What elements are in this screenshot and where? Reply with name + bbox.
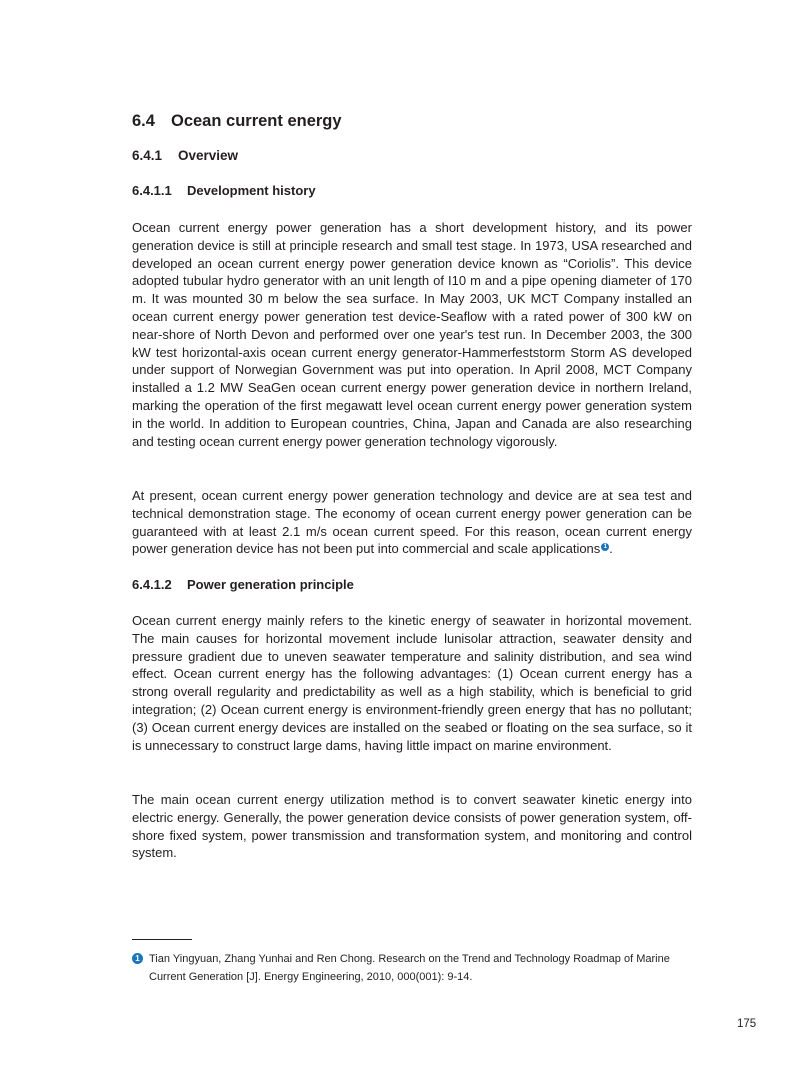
subsubsection-heading-development-history — [132, 183, 316, 198]
subsection-number: 6.4.1 — [132, 148, 163, 163]
subsubsection-title: Power generation principle — [187, 577, 354, 592]
page-number: 175 — [737, 1018, 757, 1030]
subsection-title: Overview — [178, 148, 239, 163]
paragraph-power-generation-principle-1: Ocean current energy mainly refers to the kinetic energy of seawater in horizontal movement. The main causes for horizontal movement include lunisolar attraction, seawater density and pressure gradient due to uneven seawater temperature and salinity distribution, and sea wind effect. Ocean current energy has the following advantages: (1) Ocean current energy has a strong overall regularity and predictability as well as a high stability, which is beneficial to grid integration; (2) Ocean current energy is environment-friendly green energy that has no pollutant; (3) Ocean current energy devices are installed on the seabed or floating on the sea surface, so it is unnecessary to construct large dams, having little impact on marine environment. — [132, 613, 692, 753]
paragraph-development-history-2 — [132, 487, 692, 558]
section-title: Ocean current energy — [171, 112, 342, 130]
footnote-text: Tian Yingyuan, Zhang Yunhai and Ren Chong. Research on the Trend and Technology Roadmap of Marine Current Generation [J]. Energy Engineering, 2010, 000(001): 9-14. — [149, 953, 670, 983]
subsubsection-title: Development history — [187, 183, 316, 198]
subsubsection-heading-power-generation-principle — [132, 577, 354, 592]
paragraph-development-history-1: Ocean current energy power generation has a short development history, and its power generation device is still at principle research and small test stage. In 1973, USA researched and developed an ocean current energy power generation device known as “Coriolis”. This device adopted tubular hydro generator with an unit length of I10 m and a pipe opening diameter of 170 m. It was mounted 30 m below the sea surface. In May 2003, UK MCT Company installed an ocean current energy power generation test device-Seaflow with a rated power of 300 kW on near-shore of North Devon and performed over one year's test run. In December 2003, the 300 kW test horizontal-axis ocean current energy generator-Hammerfeststorm Storm AS developed under support of Norwegian Government was put into operation. In April 2008, MCT Company installed a 1.2 MW SeaGen ocean current energy power generation device in northern Ireland, marking the operation of the first megawatt level ocean current energy power generation system in the world. In addition to European countries, China, Japan and Canada are also researching and testing ocean current energy power generation technology vigorously. — [132, 220, 692, 449]
paragraph-power-generation-principle-2: The main ocean current energy utilization method is to convert seawater kinetic energy into electric energy. Generally, the power generation device consists of power generation system, off-shore fixed system, power transmission and transformation system, and monitoring and control system. — [132, 792, 692, 861]
footnote — [132, 950, 692, 986]
footnote-divider — [132, 939, 192, 940]
paragraph-text: At present, ocean current energy power generation technology and device are at sea test and technical demonstration stage. The economy of ocean current energy power generation can be guaranteed with at least 2.1 m/s ocean current speed. For this reason, ocean current energy power generation device has not been put into commercial and scale applications — [132, 488, 692, 557]
subsubsection-number: 6.4.1.1 — [132, 183, 172, 198]
footnote-reference-icon[interactable]: 1 — [601, 543, 609, 551]
section-number: 6.4 — [132, 112, 155, 130]
subsubsection-number: 6.4.1.2 — [132, 577, 172, 592]
trailing-punctuation: . — [609, 541, 613, 557]
section-heading — [132, 112, 342, 131]
footnote-number-icon: 1 — [132, 953, 143, 964]
subsection-heading — [132, 148, 238, 163]
